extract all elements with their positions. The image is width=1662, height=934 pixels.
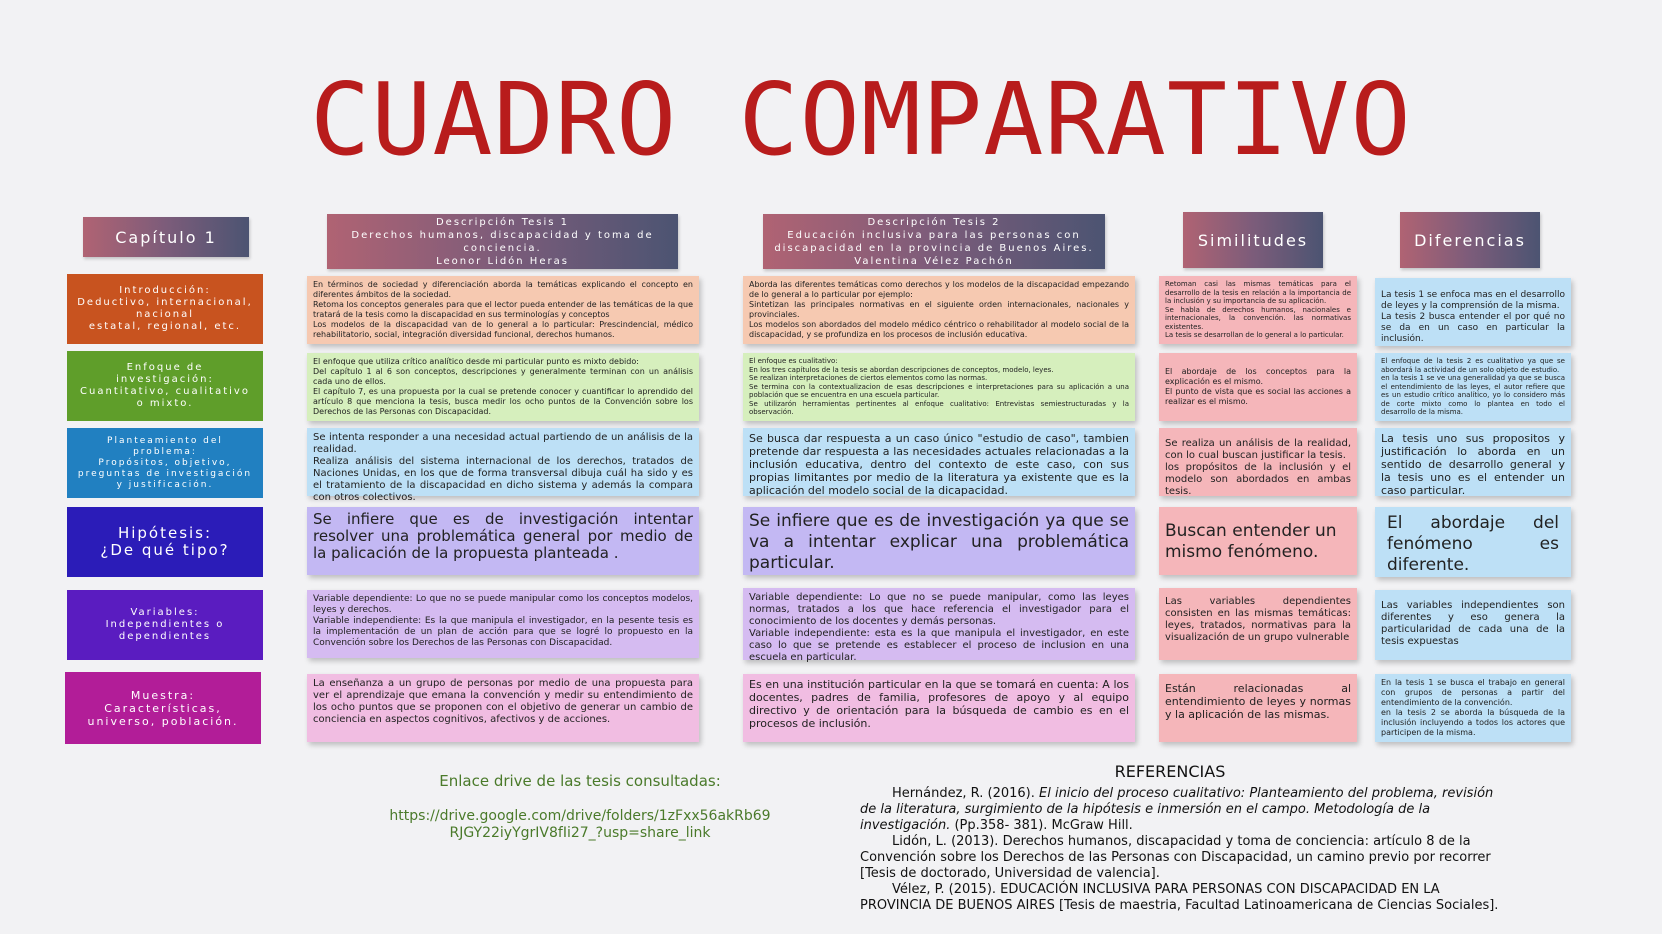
references-title: REFERENCIAS xyxy=(1114,762,1226,781)
references-list xyxy=(860,786,1500,914)
cell-sim-variables: Las variables dependientes consisten en las mismas temáticas: leyes, tratados, normativas para la visualización de un grupo vulnerable xyxy=(1159,588,1357,660)
cell-t1-planteamiento: Se intenta responder a una necesidad actual partiendo de un análisis de la realidad. Realiza análisis del sistema internacional de los derechos, tratados de Naciones Unidas, en los que de forma transversal dibuja cuál ha sido y es el tratamiento de la discapacidad en dicho sistema y además la compara con otros colectivos. xyxy=(307,428,699,496)
cell-dif-muestra: En la tesis 1 se busca el trabajo en general con grupos de personas a partir del entendimiento de la convención. en la tesis 2 se aborda la búsqueda de la inclusión incluyendo a todos los actores que participen de la misma. xyxy=(1375,674,1571,742)
reference-lidon: Lidón, L. (2013). Derechos humanos, discapacidad y toma de conciencia: artículo 8 de la Convención sobre los Derechos de las Personas con Discapacidad, un camino previo por recorrer [Tesis de doctorado, Universidad de valencia]. xyxy=(860,834,1491,881)
cell-t2-hipotesis: Se infiere que es de investigación ya que se va a intentar explicar una problemática particular. xyxy=(743,507,1135,575)
row-label-introduccion: Introducción: Deductivo, internacional, nacional estatal, regional, etc. xyxy=(67,274,263,344)
cell-sim-planteamiento: Se realiza un análisis de la realidad, con lo cual buscan justificar la tesis. los propósitos de la inclusión y el modelo son abordados en ambas tesis. xyxy=(1159,428,1357,496)
row-label-muestra: Muestra: Características, universo, población. xyxy=(65,672,261,744)
reference-hernandez xyxy=(860,786,1500,834)
cell-dif-planteamiento: La tesis uno sus propositos y justificación lo aborda en un sentido de desarrollo general y la tesis uno es el entender un caso particular. xyxy=(1375,428,1571,496)
cell-t2-enfoque: El enfoque es cualitativo: En los tres capítulos de la tesis se abordan descripciones de conceptos, modelo, leyes. Se realizan interpretaciones de ciertos elementos como las normas. Se termina con la contextualizacion de esas descripciones e interpretaciones para su aplicación a una población que se encuentra en una escuela particular. Se utilizarón herramientas pertinentes al enfoque cualitativo: Entrevistas semiestructuradas y la observación. xyxy=(743,353,1135,421)
reference-hernandez-pages: (Pp.358- 381). McGraw Hill. xyxy=(950,818,1133,833)
drive-link[interactable]: https://drive.google.com/drive/folders/1zFxx56akRb69 RJGY22iyYgrIV8fIi27_?usp=share_link xyxy=(389,808,771,841)
page-title: CUADRO COMPARATIVO xyxy=(310,61,1412,178)
row-label-enfoque: Enfoque de investigación: Cuantitativo, cualitativo o mixto. xyxy=(67,351,263,421)
cell-dif-enfoque: El enfoque de la tesis 2 es cualitativo ya que se abordará la actividad de un solo objeto de estudio. en la tesis 1 se ve una generalidad ya que se busca el entendimiento de las leyes, el autor refiere que es un estudio crítico analítico, yo lo considero más de corte mixto como lo plantea en todo el desarrollo de la misma. xyxy=(1375,353,1571,421)
cell-t2-planteamiento: Se busca dar respuesta a un caso único "estudio de caso", tambien pretende dar respuesta a las necesidades actuales relacionadas a la inclusión educativa, dentro del contexto de este caso, con sus propias limitantes por medio de la literatura ya existente que es la aplicación del modelo social de la dicapacidad. xyxy=(743,428,1135,496)
cell-t1-hipotesis: Se infiere que es de investigación intentar resolver una problemática general por medio de la palicación de la propuesta planteada . xyxy=(307,507,699,575)
cell-dif-variables: Las variables independientes son diferentes y eso genera la particularidad de cada una de la tesis expuestas xyxy=(1375,590,1571,660)
reference-velez: Vélez, P. (2015). EDUCACIÓN INCLUSIVA PARA PERSONAS CON DISCAPACIDAD EN LA PROVINCIA DE BUENOS AIRES [Tesis de maestria, Facultad Latinoamericana de Ciencias Sociales]. xyxy=(860,882,1499,913)
cell-t1-enfoque: El enfoque que utiliza crítico analítico desde mi particular punto es mixto debido: Del capítulo 1 al 6 son conceptos, descripciones y generalmente terminan con un análisis cada uno de ellos. El capítulo 7, es una propuesta por la cual se pretende conocer y cuantificar lo aprendido del artículo 8 que menciona la tesis, busca medir los ocho puntos de la Convención sobre los Derechos de las Personas con Discapacidad. xyxy=(307,353,699,421)
header-capitulo: Capítulo 1 xyxy=(83,217,249,257)
cell-sim-muestra: Están relacionadas al entendimiento de leyes y normas y la aplicación de las mismas. xyxy=(1159,674,1357,742)
cell-sim-hipotesis: Buscan entender un mismo fenómeno. xyxy=(1159,507,1357,575)
reference-hernandez-title: El inicio del proceso cualitativo: Planteamiento del problema, revisión de la literatura, surgimiento de la hipótesis e inmersión en el campo. Metodología de la investigación. xyxy=(860,786,1494,833)
cell-t1-variables: Variable dependiente: Lo que no se puede manipular como los conceptos modelos, leyes y derechos. Variable independiente: Es la que manipula el investigador, en la pesente tesis es la implementación de un plan de acción para que se logré lo propuesto en la Convención sobre los Derechos de las Personas con Discapacidad. xyxy=(307,590,699,658)
cell-sim-introduccion: Retoman casi las mismas temáticas para el desarrollo de la tesis en relación a la importancia de la inclusión y su importancia de su aplicación. Se habla de derechos humanos, nacionales e internacionales, la convención. las normativas existentes. La tesis se desarrollan de lo general a lo particular. xyxy=(1159,276,1357,344)
drive-title: Enlace drive de las tesis consultadas: xyxy=(439,772,721,790)
header-diferencias: Diferencias xyxy=(1400,212,1540,268)
cell-dif-introduccion: La tesis 1 se enfoca mas en el desarrollo de leyes y la comprensión de la misma. La tesis 2 busca entender el por qué no se da en un caso en particular la inclusión. xyxy=(1375,278,1571,346)
row-label-hipotesis: Hipótesis: ¿De qué tipo? xyxy=(67,507,263,577)
row-label-planteamiento: Planteamiento del problema: Propósitos, objetivo, preguntas de investigación y justificación. xyxy=(67,428,263,498)
cell-t2-muestra: Es en una institución particular en la que se tomará en cuenta: A los docentes, padres de familia, profesores de apoyo y al equipo directivo y de orientación para la búsqueda de cambio es en el procesos de inclusión. xyxy=(743,674,1135,742)
header-similitudes: Similitudes xyxy=(1183,212,1323,268)
cell-t1-muestra: La enseñanza a un grupo de personas por medio de una propuesta para ver el aprendizaje que emana la convención y medir su entendimiento de los ocho puntos que se proponen con el objetivo de generar un cambio de conciencia en aspectos cognitivos, afectivos y de acciones. xyxy=(307,674,699,742)
cell-sim-enfoque: El abordaje de los conceptos para la explicación es el mismo. El punto de vista que es social las acciones a realizar es el mismo. xyxy=(1159,353,1357,421)
cell-t2-variables: Variable dependiente: Lo que no se puede manipular, como las leyes normas, tratados a los que hace referencia el investigador para el conocimiento de los docentes y demás personas. Variable independiente: esta es la que manipula el investigador, en este caso lo que se pretende es establecer el proceso de inclusion en una escuela en particular. xyxy=(743,588,1135,660)
cell-dif-hipotesis: El abordaje del fenómeno es diferente. xyxy=(1375,507,1571,577)
reference-hernandez-author: Hernández, R. (2016). xyxy=(892,786,1039,801)
header-tesis1: Descripción Tesis 1 Derechos humanos, discapacidad y toma de conciencia. Leonor Lidón Heras xyxy=(327,214,678,269)
row-label-variables: Variables: Independientes o dependientes xyxy=(67,590,263,660)
cell-t2-introduccion: Aborda las diferentes temáticas como derechos y los modelos de la discapacidad empezando de lo general a lo particular por ejemplo: Sintetizan las principales normativas en el siguiente orden internacionales, nacionales y provinciales. Los modelos son abordados del modelo médico céntrico o rehabilitador al modelo social de la discapacidad, y se profundiza en los procesos de inclusión educativa. xyxy=(743,276,1135,344)
cell-t1-introduccion: En términos de sociedad y diferenciación aborda la temáticas explicando el concepto en diferentes ámbitos de la sociedad. Retoma los conceptos generales para que el lector pueda entender de las temáticas de la que tratará de la tesis como la discapacidad en sus terminologías y conceptos Los modelos de la discapacidad van de lo general a lo particular: Prescindencial, médico rehabilitatorio, social, integración diversidad funcional, derechos humanos. xyxy=(307,276,699,344)
header-tesis2: Descripción Tesis 2 Educación inclusiva para las personas con discapacidad en la provincia de Buenos Aires. Valentina Vélez Pachón xyxy=(763,214,1105,269)
